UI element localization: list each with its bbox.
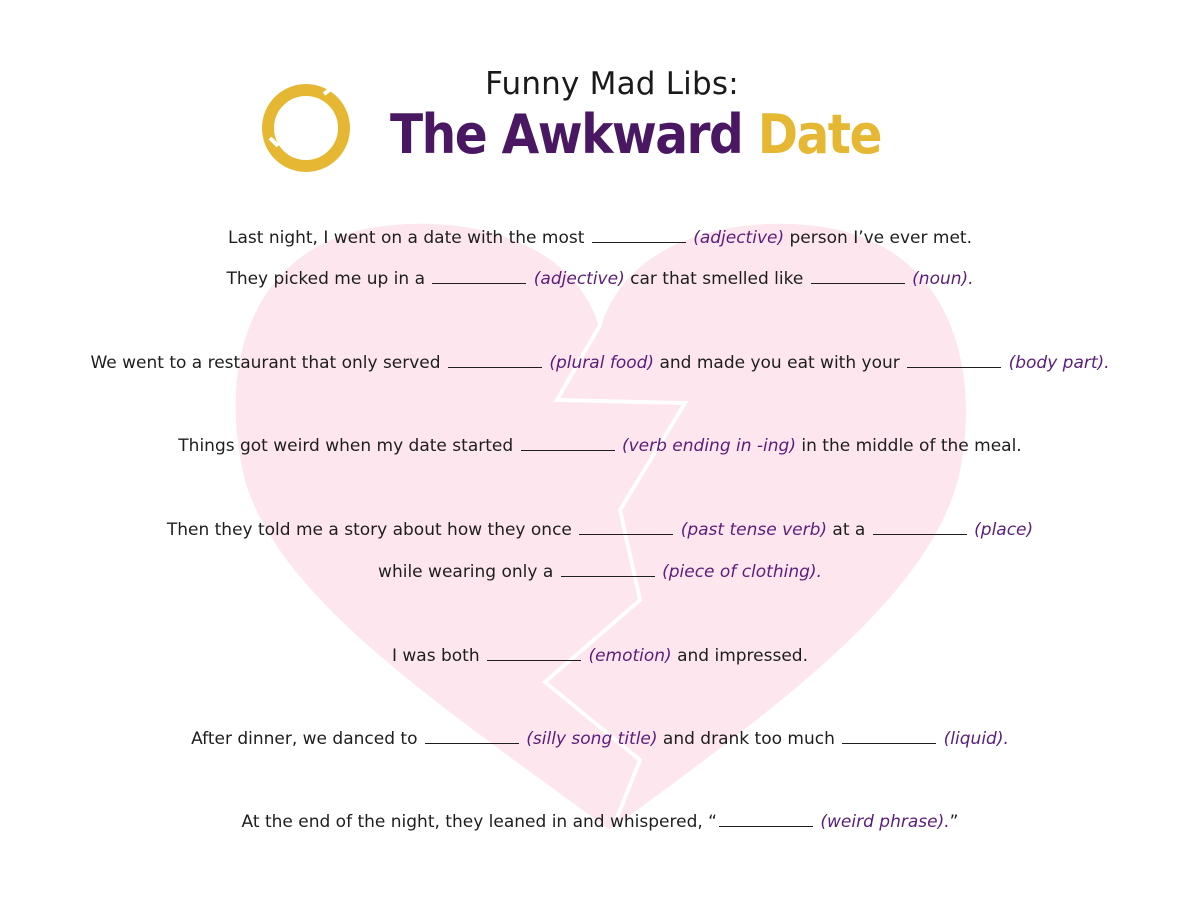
blank-field[interactable]	[561, 562, 655, 577]
logo-ring-icon	[258, 80, 354, 176]
blank-field[interactable]	[487, 646, 581, 661]
madlib-line-9	[0, 810, 1200, 834]
madlib-line-7	[0, 644, 1200, 668]
word-hint: (place)	[974, 520, 1034, 540]
word-hint: (adjective)	[693, 228, 785, 248]
blank-field[interactable]	[811, 269, 905, 284]
blank-field[interactable]	[425, 729, 519, 744]
line-text: At the end of the night, they leaned in and whispered, “	[241, 812, 717, 832]
madlib-line-5	[0, 518, 1200, 542]
line-text: After dinner, we danced to	[191, 729, 418, 749]
line-text: in the middle of the meal.	[801, 436, 1022, 456]
blank-field[interactable]	[579, 520, 673, 535]
blank-field[interactable]	[521, 436, 615, 451]
line-text: Then they told me a story about how they once	[166, 520, 572, 540]
blank-field[interactable]	[719, 812, 813, 827]
madlib-line-2	[0, 267, 1200, 291]
line-text: ”	[949, 812, 959, 832]
line-text: We went to a restaurant that only served	[90, 353, 441, 373]
line-text: person I’ve ever met.	[789, 228, 972, 248]
word-hint: (emotion)	[588, 646, 672, 666]
blank-field[interactable]	[907, 353, 1001, 368]
line-text: car that smelled like	[630, 269, 804, 289]
blank-field[interactable]	[432, 269, 526, 284]
line-text: at a	[832, 520, 866, 540]
word-hint: (noun).	[912, 269, 974, 289]
word-hint: (weird phrase).	[820, 812, 950, 832]
page-title	[390, 104, 881, 166]
line-text: while wearing only a	[378, 562, 554, 582]
line-text: They picked me up in a	[226, 269, 425, 289]
line-text: and impressed.	[677, 646, 808, 666]
line-text: and drank too much	[662, 729, 835, 749]
line-text: Last night, I went on a date with the most	[228, 228, 585, 248]
madlib-line-8	[0, 727, 1200, 751]
madlib-line-3	[0, 351, 1200, 375]
word-hint: (liquid).	[943, 729, 1009, 749]
madlib-line-4	[0, 434, 1200, 458]
word-hint: (piece of clothing).	[662, 562, 822, 582]
title-part-1: The Awkward	[390, 103, 743, 166]
blank-field[interactable]	[873, 520, 967, 535]
title-part-2: Date	[757, 103, 881, 166]
blank-field[interactable]	[842, 729, 936, 744]
word-hint: (adjective)	[533, 269, 625, 289]
line-text: I was both	[391, 646, 480, 666]
word-hint: (body part).	[1008, 353, 1110, 373]
madlib-line-1	[0, 226, 1200, 250]
blank-field[interactable]	[592, 228, 686, 243]
line-text: Things got weird when my date started	[178, 436, 514, 456]
madlib-line-6	[0, 560, 1200, 584]
page-subtitle: Funny Mad Libs:	[485, 66, 739, 102]
word-hint: (verb ending in -ing)	[621, 436, 796, 456]
word-hint: (silly song title)	[526, 729, 658, 749]
line-text: and made you eat with your	[659, 353, 900, 373]
word-hint: (past tense verb)	[680, 520, 828, 540]
blank-field[interactable]	[448, 353, 542, 368]
word-hint: (plural food)	[549, 353, 655, 373]
